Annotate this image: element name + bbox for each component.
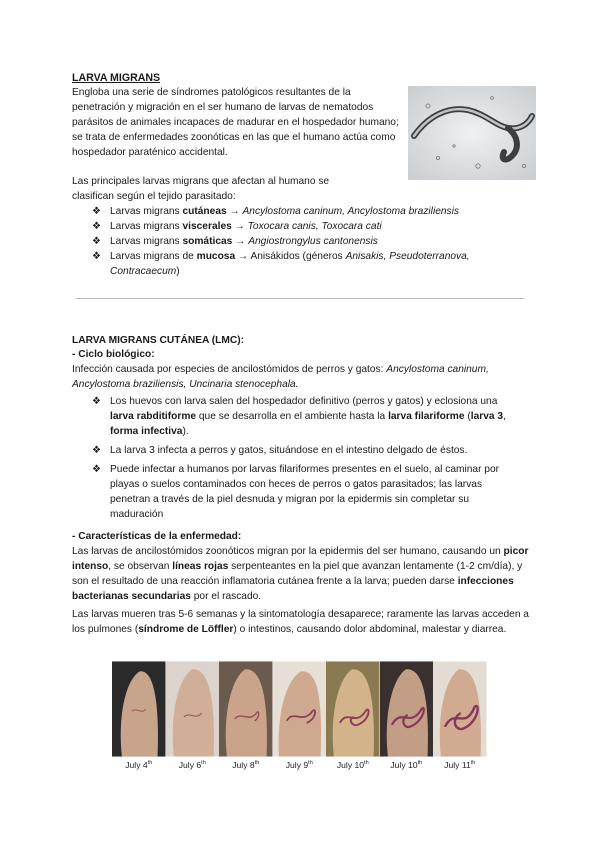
diamond-bullet-icon: ❖	[92, 464, 101, 475]
label-suffix: th	[254, 760, 260, 767]
lmc-cycle-section	[72, 334, 530, 392]
item-text: ,	[503, 411, 506, 422]
label-suffix: th	[201, 760, 206, 767]
diamond-bullet-icon: ❖	[92, 236, 101, 247]
para-text: serpenteantes en la piel que avanzan lentamente (1-2 cm/día), y son el resultado de una reacción inflamatoria cutánea frente a la larva; pueden darse	[72, 561, 523, 587]
label-day: July 9	[285, 760, 309, 770]
classification-intro: Las principales larvas migrans que afectan al humano se clasifican según el tejido parasitado:	[72, 176, 330, 202]
larva-migrans-intro	[72, 71, 402, 160]
disease-paragraph-2	[72, 607, 532, 637]
list-item	[92, 204, 522, 219]
photo-label	[112, 760, 166, 770]
para-text: por el rascado.	[190, 591, 262, 602]
foot-photo	[112, 661, 166, 757]
item-prefix: Larvas migrans	[110, 221, 183, 232]
para-bold: líneas rojas	[172, 561, 229, 572]
para-text: , se observan	[108, 561, 173, 572]
item-bold: forma infectiva	[110, 426, 183, 437]
item-text: Los huevos con larva salen del hospedador definitivo (perros y gatos) y eclosiona una	[110, 396, 498, 407]
item-prefix: Larvas migrans de	[110, 251, 197, 262]
label-suffix: th	[364, 760, 369, 767]
photo-label	[219, 760, 273, 770]
item-bold: larva filariforme	[388, 411, 465, 422]
para-text: Las larvas mueren tras 5-6 semanas y la sintomatología desaparece; raramente las larvas acceden a los pulmones (	[72, 609, 529, 635]
list-item	[92, 443, 522, 458]
diamond-bullet-icon: ❖	[92, 445, 101, 456]
cycle-intro-text: Infección causada por especies de ancilostómidos de perros y gatos:	[72, 364, 387, 375]
intro-paragraph: Engloba una serie de síndromes patológicos resultantes de la penetración y migración en el ser humano de larvas de nematodos parásitos de animales incapaces de madurar en el hospedador humano; se trata de enfermedades zoonóticas en las que el humano actúa como hospedador paraténico accidental.	[72, 87, 399, 158]
label-day: July 8	[232, 760, 255, 770]
foot-photo	[380, 661, 434, 757]
item-prefix: Larvas migrans	[110, 236, 183, 247]
larva-micrograph-image	[408, 86, 536, 180]
item-prefix: Larvas migrans	[110, 206, 183, 217]
label-day: July 10	[390, 760, 418, 770]
diamond-bullet-icon: ❖	[92, 206, 101, 217]
item-arrow: →	[235, 251, 251, 262]
diamond-bullet-icon: ❖	[92, 396, 101, 407]
item-bold: cutáneas	[182, 206, 227, 217]
item-species: Angiostrongylus cantonensis	[248, 236, 378, 247]
photo-label	[166, 760, 220, 770]
list-item	[92, 234, 522, 249]
item-text: (	[464, 411, 471, 422]
list-item	[92, 249, 522, 279]
item-species: Ancylostoma caninum, Ancylostoma braziliensis	[242, 206, 459, 217]
cycle-intro-species: Ancylostoma caninum, Ancylostoma braziliensis, Uncinaria stenocephala.	[72, 364, 489, 390]
item-species: Anisákidos (géneros	[250, 251, 346, 262]
label-suffix: th	[147, 760, 153, 767]
item-bold: viscerales	[182, 221, 232, 232]
label-day: July 4	[125, 760, 148, 770]
label-day: July 10	[336, 760, 365, 770]
section-title-lmc: LARVA MIGRANS CUTÁNEA (LMC):	[72, 335, 245, 346]
photo-label	[326, 760, 380, 770]
label-suffix: th	[470, 760, 476, 767]
list-item	[92, 462, 522, 522]
photo-date-labels	[112, 760, 492, 770]
diamond-bullet-icon: ❖	[92, 251, 101, 262]
diamond-bullet-icon: ❖	[92, 221, 101, 232]
item-genera: Anisakis, Pseudoterranova, Contracaecum	[110, 251, 470, 277]
item-bold: somáticas	[182, 236, 233, 247]
disease-heading: - Características de la enfermedad:	[72, 531, 242, 542]
disease-paragraph-1	[72, 544, 532, 604]
item-text: que se desarrolla en el ambiente hasta la	[196, 411, 389, 422]
list-item	[92, 394, 522, 439]
section-divider	[76, 298, 524, 299]
item-close: )	[176, 266, 180, 277]
foot-photo	[273, 661, 327, 757]
item-bold: larva 3	[470, 411, 504, 422]
para-bold: infecciones bacterianas secundarias	[72, 576, 514, 602]
para-bold: síndrome de Löffler	[138, 624, 234, 635]
label-suffix: th	[417, 760, 423, 767]
list-item	[92, 219, 522, 234]
cycle-intro	[72, 362, 530, 392]
foot-photo-strip	[112, 661, 487, 757]
photo-label	[273, 760, 327, 770]
item-arrow: →	[226, 206, 243, 217]
foot-photo	[326, 661, 380, 757]
foot-photo	[166, 661, 220, 757]
label-suffix: th	[308, 760, 313, 767]
foot-photo	[433, 661, 487, 757]
item-text: ).	[182, 426, 189, 437]
label-day: July 11	[444, 760, 471, 770]
para-text: ) o intestinos, causando dolor abdominal, malestar y diarrea.	[233, 624, 507, 635]
label-day: July 6	[178, 760, 202, 770]
disease-section	[72, 530, 532, 640]
item-bold: mucosa	[196, 251, 236, 262]
item-arrow: →	[231, 221, 248, 232]
cycle-list	[92, 394, 522, 526]
item-bold: larva rabditiforme	[110, 411, 197, 422]
item-arrow: →	[232, 236, 249, 247]
item-species: Toxocara canis, Toxocara cati	[247, 221, 382, 232]
photo-label	[433, 760, 487, 770]
item-text: La larva 3 infecta a perros y gatos, situándose en el intestino delgado de éstos.	[110, 445, 468, 456]
cycle-heading: - Ciclo biológico:	[72, 349, 155, 360]
foot-photo	[219, 661, 273, 757]
para-text: Las larvas de ancilostómidos zoonóticos migran por la epidermis del ser humano, causando un	[72, 546, 504, 557]
section-title-larva-migrans: LARVA MIGRANS	[72, 72, 161, 84]
photo-label	[380, 760, 434, 770]
larva-migrans-list	[92, 204, 522, 279]
item-text: Puede infectar a humanos por larvas filariformes presentes en el suelo, al caminar por playas o suelos contaminados con heces de perros o gatos parasitados; las larvas penetran a través de la piel desnuda y migran por la epidermis sin completar su maduración	[110, 464, 500, 520]
para-bold: picor intenso	[72, 546, 529, 572]
